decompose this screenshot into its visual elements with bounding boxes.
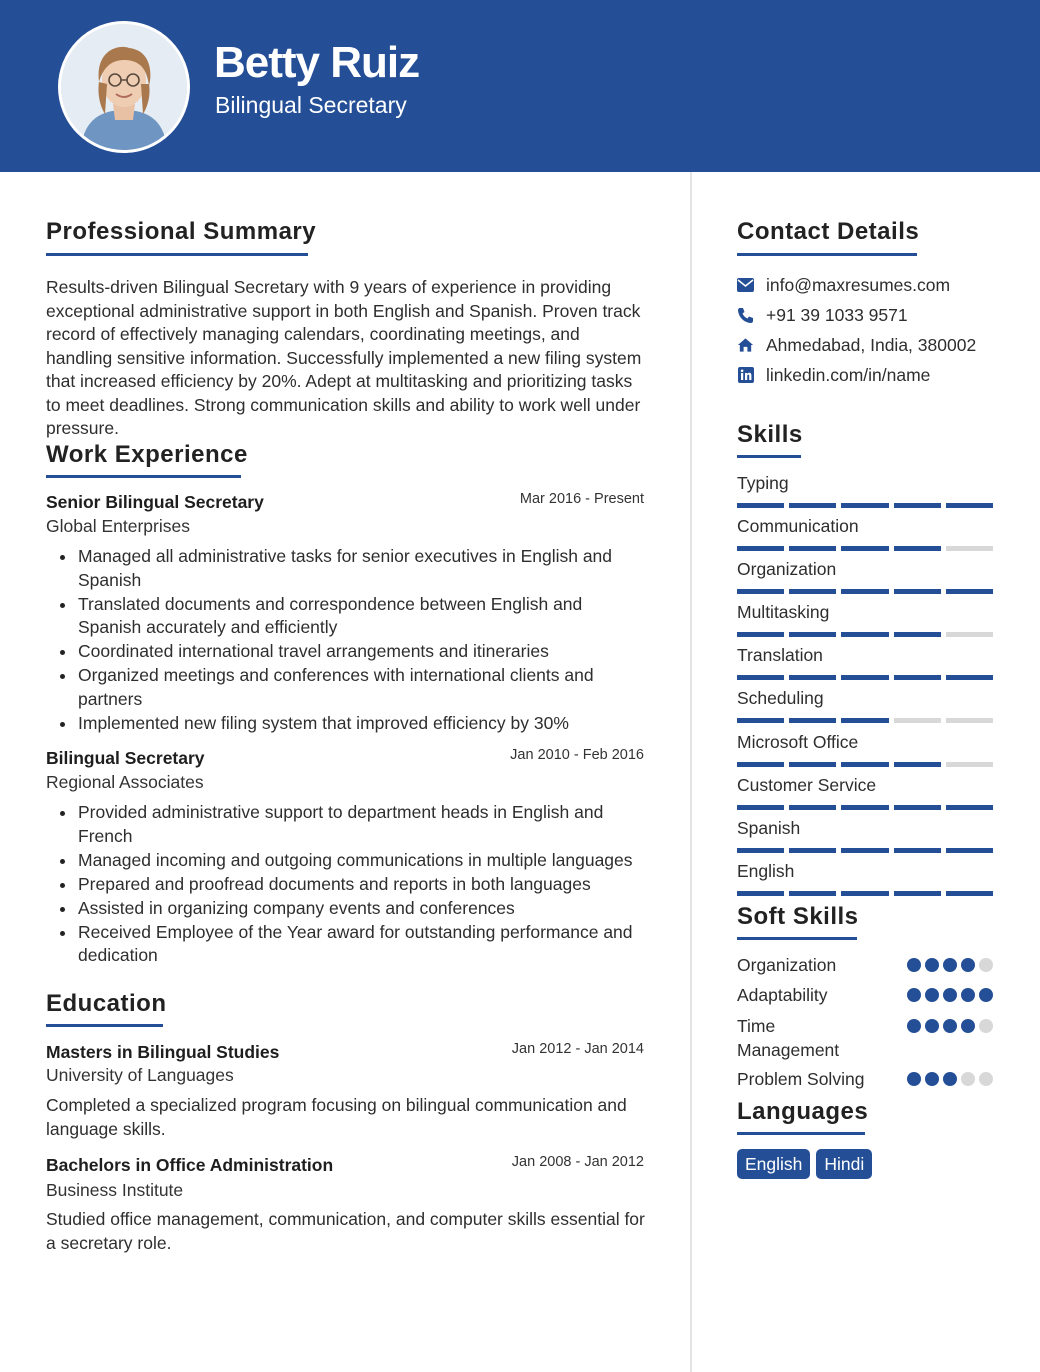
profile-photo — [58, 21, 190, 153]
skill-level-segment — [737, 718, 784, 723]
skill-item — [737, 602, 993, 637]
skill-level-segment — [946, 891, 993, 896]
languages-underline — [737, 1132, 865, 1135]
skill-level-segment — [894, 718, 941, 723]
skill-item — [737, 473, 993, 508]
envelope-icon — [737, 277, 754, 294]
skill-level-segment — [789, 805, 836, 810]
rating-dot — [979, 958, 993, 972]
skill-item — [737, 775, 993, 810]
skill-level-segment — [841, 762, 888, 767]
skill-level-segment — [841, 546, 888, 551]
degree-title: Bachelors in Office Administration — [46, 1155, 334, 1175]
skill-level-segment — [894, 891, 941, 896]
skill-level-segment — [841, 632, 888, 637]
soft-skill-item — [737, 1068, 993, 1092]
skill-level-bar — [737, 891, 993, 896]
skill-level-segment — [841, 589, 888, 594]
job-company: Regional Associates — [46, 772, 204, 792]
skill-level-segment — [894, 546, 941, 551]
skill-level-bar — [737, 848, 993, 853]
candidate-name: Betty Ruiz — [214, 38, 420, 87]
rating-dot — [961, 958, 975, 972]
skill-level-segment — [894, 675, 941, 680]
language-tag: Hindi — [816, 1149, 872, 1179]
rating-dot — [979, 988, 993, 1002]
job-company: Global Enterprises — [46, 516, 190, 536]
skill-level-segment — [789, 891, 836, 896]
skill-level-segment — [841, 675, 888, 680]
skill-level-bar — [737, 675, 993, 680]
skill-level-segment — [789, 632, 836, 637]
soft-skill-rating — [907, 1072, 993, 1086]
skill-level-segment — [789, 589, 836, 594]
job-title: Bilingual Secretary — [46, 748, 205, 768]
skill-level-segment — [946, 805, 993, 810]
experience-underline — [46, 475, 241, 478]
rating-dot — [925, 988, 939, 1002]
rating-dot — [925, 958, 939, 972]
skill-item — [737, 732, 993, 767]
skill-level-segment — [894, 589, 941, 594]
rating-dot — [943, 1072, 957, 1086]
skill-level-segment — [789, 718, 836, 723]
skill-level-segment — [789, 503, 836, 508]
education-underline — [46, 1024, 163, 1027]
skill-level-segment — [894, 848, 941, 853]
skill-name: Multitasking — [737, 602, 830, 622]
job-bullets — [46, 545, 646, 736]
skill-level-segment — [841, 848, 888, 853]
skill-level-segment — [894, 805, 941, 810]
skill-level-segment — [789, 848, 836, 853]
skill-name: Spanish — [737, 818, 801, 838]
list-item: Assisted in organizing company events and conferences — [46, 897, 646, 921]
skill-level-segment — [737, 589, 784, 594]
list-item: Received Employee of the Year award for outstanding performance and dedication — [46, 921, 646, 968]
skill-name: Communication — [737, 516, 859, 536]
skill-level-segment — [894, 632, 941, 637]
list-item: Provided administrative support to department heads in English and French — [46, 801, 646, 848]
soft-skill-rating — [907, 1019, 993, 1033]
skill-level-segment — [946, 632, 993, 637]
skill-item — [737, 516, 993, 551]
skill-name: Scheduling — [737, 688, 824, 708]
education-date: Jan 2008 - Jan 2012 — [511, 1154, 644, 1170]
contact-phone-text: +91 39 1033 9571 — [766, 304, 908, 325]
skill-level-segment — [737, 675, 784, 680]
rating-dot — [907, 958, 921, 972]
skill-level-segment — [737, 762, 784, 767]
school-name: Business Institute — [46, 1180, 184, 1200]
linkedin-icon — [737, 367, 754, 384]
skill-level-segment — [946, 762, 993, 767]
skill-level-segment — [789, 675, 836, 680]
skill-level-segment — [946, 848, 993, 853]
contact-linkedin[interactable] — [737, 363, 930, 387]
contact-email[interactable] — [737, 273, 950, 297]
languages-heading: Languages — [737, 1098, 869, 1125]
rating-dot — [979, 1072, 993, 1086]
person-avatar-icon — [61, 24, 187, 150]
column-divider — [690, 172, 692, 1372]
skill-level-segment — [946, 718, 993, 723]
rating-dot — [961, 988, 975, 1002]
skill-level-bar — [737, 589, 993, 594]
phone-icon — [737, 307, 754, 324]
home-icon — [737, 337, 754, 354]
skill-level-bar — [737, 632, 993, 637]
rating-dot — [925, 1019, 939, 1033]
rating-dot — [943, 988, 957, 1002]
skill-level-segment — [841, 805, 888, 810]
rating-dot — [907, 1019, 921, 1033]
skill-level-segment — [737, 632, 784, 637]
rating-dot — [925, 1072, 939, 1086]
skill-item — [737, 818, 993, 853]
skills-underline — [737, 455, 801, 458]
school-name: University of Languages — [46, 1065, 234, 1085]
language-tags — [737, 1149, 872, 1179]
skill-level-segment — [737, 891, 784, 896]
skill-name: Customer Service — [737, 775, 877, 795]
rating-dot — [961, 1072, 975, 1086]
degree-title: Masters in Bilingual Studies — [46, 1042, 280, 1062]
job-bullets — [46, 801, 646, 968]
list-item: Organized meetings and conferences with international clients and partners — [46, 664, 646, 711]
soft-skill-item — [737, 954, 993, 978]
skill-level-segment — [841, 718, 888, 723]
rating-dot — [961, 1019, 975, 1033]
soft-skill-name: Adaptability — [737, 985, 828, 1005]
soft-skill-rating — [907, 958, 993, 972]
skill-item — [737, 645, 993, 680]
job-title: Senior Bilingual Secretary — [46, 492, 264, 512]
soft-skill-name: Time Management — [737, 1016, 840, 1060]
rating-dot — [943, 958, 957, 972]
skill-level-segment — [789, 762, 836, 767]
skill-level-segment — [946, 503, 993, 508]
skill-level-segment — [894, 762, 941, 767]
skill-level-segment — [946, 675, 993, 680]
list-item: Managed all administrative tasks for senior executives in English and Spanish — [46, 545, 646, 592]
summary-underline — [46, 253, 308, 256]
list-item: Prepared and proofread documents and reports in both languages — [46, 873, 646, 897]
skill-level-bar — [737, 546, 993, 551]
contact-address — [737, 333, 976, 357]
language-tag: English — [737, 1149, 810, 1179]
skill-level-segment — [841, 891, 888, 896]
soft-skills-underline — [737, 937, 857, 940]
skill-level-bar — [737, 762, 993, 767]
soft-skill-name: Problem Solving — [737, 1069, 865, 1089]
education-description: Completed a specialized program focusing on bilingual communication and language skills. — [46, 1095, 627, 1139]
skill-level-segment — [946, 546, 993, 551]
list-item: Coordinated international travel arrangements and itineraries — [46, 640, 646, 664]
skill-level-bar — [737, 718, 993, 723]
skill-level-segment — [946, 589, 993, 594]
list-item: Translated documents and correspondence between English and Spanish accurately and efficiently — [46, 593, 646, 640]
skill-level-segment — [737, 546, 784, 551]
list-item: Implemented new filing system that improved efficiency by 30% — [46, 712, 646, 736]
skill-level-segment — [894, 503, 941, 508]
skills-heading: Skills — [737, 421, 803, 448]
rating-dot — [907, 988, 921, 1002]
contact-address-text: Ahmedabad, India, 380002 — [766, 334, 977, 355]
soft-skill-item — [737, 984, 993, 1008]
skill-name: English — [737, 861, 795, 881]
contact-phone[interactable] — [737, 303, 908, 327]
skill-name: Typing — [737, 473, 789, 493]
contact-heading: Contact Details — [737, 218, 920, 245]
skill-item — [737, 688, 993, 723]
skill-name: Organization — [737, 559, 837, 579]
rating-dot — [907, 1072, 921, 1086]
education-description: Studied office management, communication, and computer skills essential for a secretary role. — [46, 1209, 645, 1253]
summary-heading: Professional Summary — [46, 218, 317, 245]
skill-item — [737, 559, 993, 594]
skill-level-segment — [737, 805, 784, 810]
soft-skill-rating — [907, 988, 993, 1002]
skill-item — [737, 861, 993, 896]
soft-skill-name: Organization — [737, 955, 837, 975]
skill-level-segment — [737, 503, 784, 508]
education-date: Jan 2012 - Jan 2014 — [511, 1041, 644, 1057]
skill-level-bar — [737, 503, 993, 508]
list-item: Managed incoming and outgoing communications in multiple languages — [46, 849, 646, 873]
soft-skill-item — [737, 1015, 993, 1062]
skill-level-segment — [841, 503, 888, 508]
experience-heading: Work Experience — [46, 441, 248, 468]
contact-underline — [737, 253, 917, 256]
education-heading: Education — [46, 990, 167, 1017]
candidate-role: Bilingual Secretary — [215, 92, 407, 118]
skill-level-segment — [737, 848, 784, 853]
soft-skills-heading: Soft Skills — [737, 903, 859, 930]
rating-dot — [979, 1019, 993, 1033]
skill-name: Microsoft Office — [737, 732, 859, 752]
rating-dot — [943, 1019, 957, 1033]
job-date: Jan 2010 - Feb 2016 — [510, 747, 644, 763]
contact-email-text: info@maxresumes.com — [766, 274, 951, 295]
resume-header — [0, 0, 1040, 172]
skill-level-segment — [789, 546, 836, 551]
job-date: Mar 2016 - Present — [519, 491, 644, 507]
summary-text: Results-driven Bilingual Secretary with 9 years of experience in providing exceptional administrative support in both English and Spanish. Proven track record of effectively managing calendars, coordinating meetings, and handling sensitive information. Successfully implemented a new filing system that increased efficiency by 20%. Adept at multitasking and prioritizing tasks to meet deadlines. Strong communication skills and ability to work well under pressure. — [46, 277, 642, 438]
contact-linkedin-text: linkedin.com/in/name — [766, 364, 931, 385]
skill-level-bar — [737, 805, 993, 810]
skill-name: Translation — [737, 645, 823, 665]
